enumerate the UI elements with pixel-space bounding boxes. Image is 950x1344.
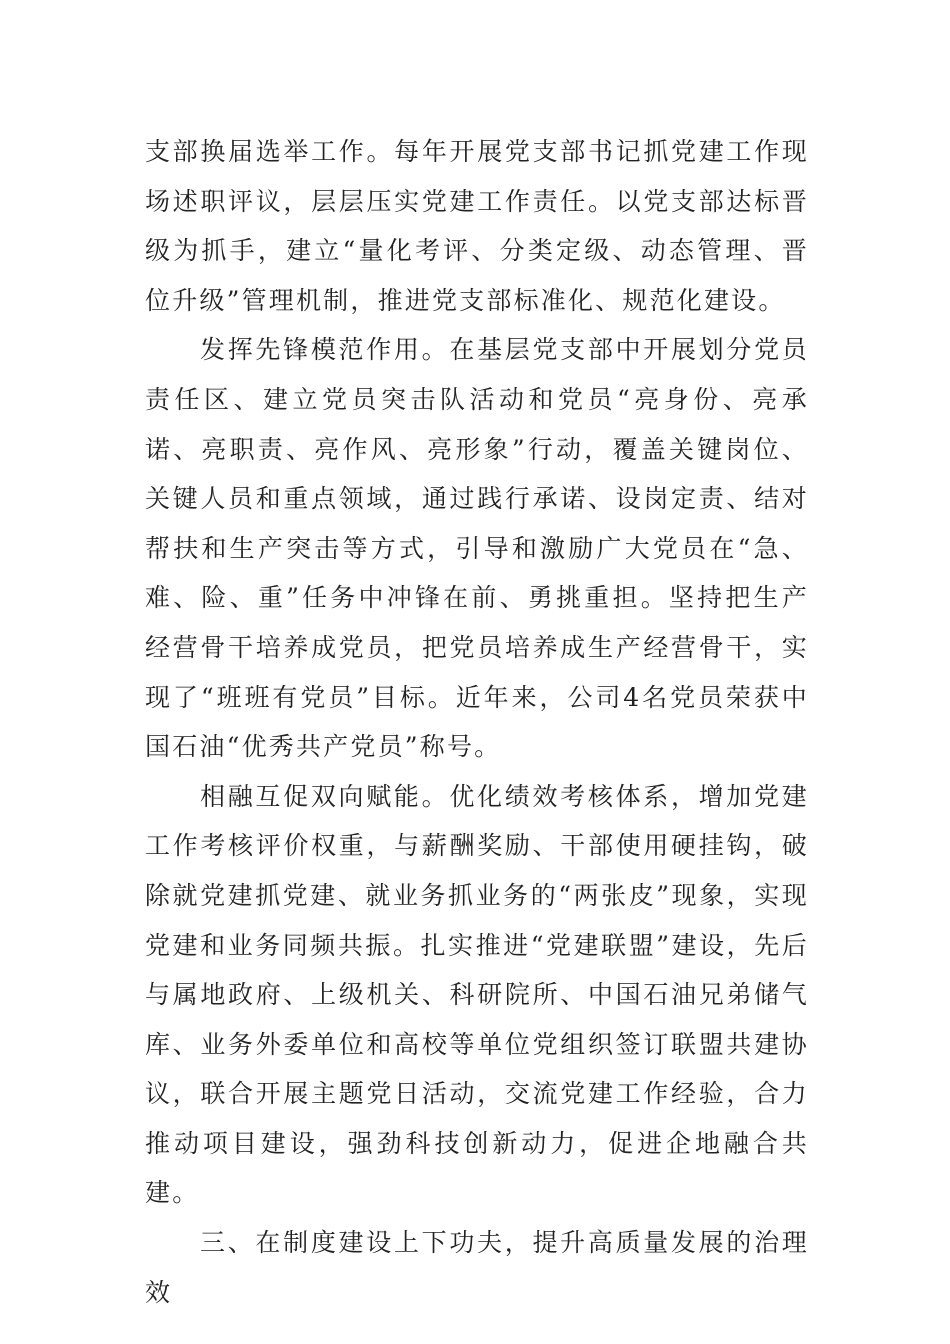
paragraph-vanguard-role: 发挥先锋模范作用。在基层党支部中开展划分党员责任区、建立党员突击队活动和党员“亮身份、亮承诺、亮职责、亮作风、亮形象”行动，覆盖关键岗位、关键人员和重点领域，通过践行承诺、设岗定责、结对帮扶和生产突击等方式，引导和激励广大党员在“急、难、险、重”任务中冲锋在前、勇挑重担。坚持把生产经营骨干培养成党员，把党员培养成生产经营骨干，实现了“班班有党员”目标。近年来，公司4名党员荣获中国石油“优秀共产党员”称号。: [145, 335, 809, 762]
section-heading-three: 三、在制度建设上下功夫，提升高质量发展的治理效: [145, 1228, 809, 1307]
document-body: [145, 127, 809, 1317]
paragraph-continuation: 支部换届选举工作。每年开展党支部书记抓党建工作现场述职评议，层层压实党建工作责任。以党支部达标晋级为抓手，建立“量化考评、分类定级、动态管理、晋位升级”管理机制，推进党支部标准化、规范化建设。: [145, 137, 809, 315]
paragraph-mutual-empowerment: 相融互促双向赋能。优化绩效考核体系，增加党建工作考核评价权重，与薪酬奖励、干部使用硬挂钩，破除就党建抓党建、就业务抓业务的“两张皮”现象，实现党建和业务同频共振。扎实推进“党建联盟”建设，先后与属地政府、上级机关、科研院所、中国石油兄弟储气库、业务外委单位和高校等单位党组织签订联盟共建协议，联合开展主题党日活动，交流党建工作经验，合力推动项目建设，强劲科技创新动力，促进企地融合共建。: [145, 781, 809, 1208]
